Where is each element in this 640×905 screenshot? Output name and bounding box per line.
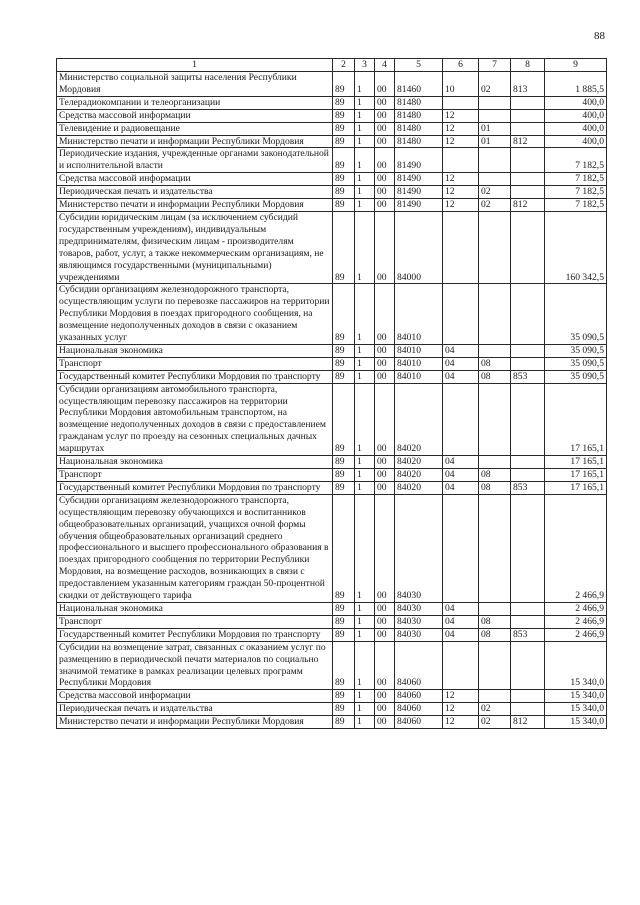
row-code [511, 357, 545, 370]
row-code: 1 [355, 481, 375, 494]
row-code: 89 [333, 690, 355, 703]
row-code: 81480 [395, 135, 443, 148]
row-code: 02 [479, 199, 511, 212]
row-amount: 17 165,1 [545, 383, 607, 455]
row-code: 84000 [395, 211, 443, 283]
header-cell: 1 [57, 59, 333, 72]
row-code: 04 [443, 357, 479, 370]
row-code: 12 [443, 716, 479, 729]
table-row [57, 135, 607, 148]
table-row [57, 481, 607, 494]
row-name: Транспорт [57, 357, 333, 370]
row-name: Периодическая печать и издательства [57, 186, 333, 199]
table-row [57, 173, 607, 186]
table-row [57, 186, 607, 199]
row-code: 853 [511, 628, 545, 641]
row-code: 04 [443, 615, 479, 628]
row-code: 1 [355, 703, 375, 716]
row-code: 04 [443, 370, 479, 383]
row-code [443, 284, 479, 345]
row-code: 00 [375, 284, 395, 345]
row-code: 1 [355, 122, 375, 135]
row-code: 89 [333, 456, 355, 469]
row-code: 12 [443, 135, 479, 148]
row-code: 00 [375, 703, 395, 716]
table-row [57, 703, 607, 716]
row-code [511, 641, 545, 690]
table-row [57, 615, 607, 628]
row-code: 81490 [395, 186, 443, 199]
row-code: 1 [355, 690, 375, 703]
row-code [511, 284, 545, 345]
row-code: 02 [479, 72, 511, 97]
row-code: 1 [355, 344, 375, 357]
row-code: 00 [375, 615, 395, 628]
row-amount: 15 340,0 [545, 641, 607, 690]
row-code: 89 [333, 481, 355, 494]
row-code: 00 [375, 456, 395, 469]
row-name: Государственный комитет Республики Мордовия по транспорту [57, 370, 333, 383]
row-code: 00 [375, 481, 395, 494]
row-code: 1 [355, 357, 375, 370]
row-code: 00 [375, 109, 395, 122]
row-code: 1 [355, 211, 375, 283]
row-name: Субсидии юридическим лицам (за исключением субсидий государственным учреждениям), индивидуальным предпринимателям, физическим лицам - производителям товаров, работ, услуг, а также некоммерческим организациям, не являющимся государственными (муниципальными) учреждениями [57, 211, 333, 283]
row-code: 04 [443, 344, 479, 357]
row-code: 89 [333, 383, 355, 455]
row-code [479, 211, 511, 283]
row-name: Телерадиокомпании и телеорганизации [57, 96, 333, 109]
row-name: Национальная экономика [57, 456, 333, 469]
row-code [479, 602, 511, 615]
row-name: Министерство печати и информации Республики Мордовия [57, 199, 333, 212]
row-amount: 35 090,5 [545, 357, 607, 370]
row-code: 84010 [395, 370, 443, 383]
row-code: 89 [333, 628, 355, 641]
row-code: 00 [375, 199, 395, 212]
row-amount: 400,0 [545, 109, 607, 122]
row-code: 89 [333, 96, 355, 109]
row-code: 1 [355, 173, 375, 186]
row-code: 89 [333, 148, 355, 173]
row-name: Периодическая печать и издательства [57, 703, 333, 716]
row-code: 84010 [395, 344, 443, 357]
table-row [57, 72, 607, 97]
row-amount: 35 090,5 [545, 284, 607, 345]
row-code: 08 [479, 357, 511, 370]
row-code [479, 690, 511, 703]
row-code: 1 [355, 135, 375, 148]
table-row [57, 469, 607, 482]
row-code: 00 [375, 173, 395, 186]
row-code: 89 [333, 357, 355, 370]
row-code [443, 96, 479, 109]
row-code: 89 [333, 641, 355, 690]
row-code: 813 [511, 72, 545, 97]
row-code: 81490 [395, 199, 443, 212]
row-code: 1 [355, 494, 375, 602]
row-amount: 15 340,0 [545, 716, 607, 729]
row-code: 00 [375, 602, 395, 615]
row-name: Национальная экономика [57, 602, 333, 615]
row-name: Периодические издания, учрежденные органами законодательной и исполнительной власти [57, 148, 333, 173]
header-cell: 2 [333, 59, 355, 72]
row-code: 00 [375, 344, 395, 357]
row-name: Транспорт [57, 469, 333, 482]
row-code: 00 [375, 122, 395, 135]
row-code: 1 [355, 469, 375, 482]
row-name: Субсидии организациям железнодорожного транспорта, осуществляющим услуги по перевозке пассажиров на территории Республики Мордовия в поездах пригородного сообщения, на возмещение недополученных доходов в связи с оказанием указанных услуг [57, 284, 333, 345]
row-code: 84010 [395, 284, 443, 345]
row-code: 1 [355, 716, 375, 729]
row-name: Национальная экономика [57, 344, 333, 357]
row-code: 1 [355, 456, 375, 469]
row-code: 04 [443, 456, 479, 469]
row-code [511, 109, 545, 122]
row-code: 02 [479, 716, 511, 729]
row-code: 08 [479, 469, 511, 482]
row-name: Субсидии организациям железнодорожного транспорта, осуществляющим перевозку обучающихся и воспитанников общеобразовательных организаций, учащихся очной формы обучения общеобразовательных организаций среднего профессионального и высшего профессионального образования в поездах пригородного сообщения по территории Республики Мордовия, на возмещение расходов, возникающих в связи с предоставлением указанным категориям граждан 50-процентной скидки от действующего тарифа [57, 494, 333, 602]
header-cell: 9 [545, 59, 607, 72]
header-cell: 6 [443, 59, 479, 72]
row-code [511, 211, 545, 283]
row-code: 1 [355, 148, 375, 173]
row-code: 02 [479, 703, 511, 716]
row-code [479, 96, 511, 109]
row-code [511, 615, 545, 628]
row-code [479, 173, 511, 186]
row-code [443, 494, 479, 602]
row-code: 84030 [395, 602, 443, 615]
table-row [57, 370, 607, 383]
header-cell: 4 [375, 59, 395, 72]
row-code: 84020 [395, 481, 443, 494]
row-code: 89 [333, 199, 355, 212]
row-amount: 2 466,9 [545, 615, 607, 628]
row-code [479, 641, 511, 690]
row-code [479, 148, 511, 173]
table-row [57, 357, 607, 370]
header-cell: 5 [395, 59, 443, 72]
row-code: 89 [333, 173, 355, 186]
header-cell: 8 [511, 59, 545, 72]
row-code: 84020 [395, 383, 443, 455]
table-row [57, 284, 607, 345]
row-code: 00 [375, 641, 395, 690]
row-code: 81460 [395, 72, 443, 97]
table-row [57, 122, 607, 135]
row-code: 00 [375, 186, 395, 199]
page-number: 88 [594, 30, 605, 42]
row-amount: 2 466,9 [545, 494, 607, 602]
row-amount: 7 182,5 [545, 173, 607, 186]
row-code: 00 [375, 383, 395, 455]
row-code: 00 [375, 72, 395, 97]
row-code [479, 383, 511, 455]
table-row [57, 456, 607, 469]
row-code: 89 [333, 703, 355, 716]
row-code [511, 344, 545, 357]
row-amount: 2 466,9 [545, 628, 607, 641]
row-name: Государственный комитет Республики Мордовия по транспорту [57, 481, 333, 494]
row-code [511, 186, 545, 199]
row-code: 1 [355, 641, 375, 690]
row-code: 00 [375, 357, 395, 370]
row-code: 10 [443, 72, 479, 97]
table-row [57, 199, 607, 212]
row-code: 01 [479, 135, 511, 148]
row-code: 04 [443, 602, 479, 615]
table-row [57, 602, 607, 615]
row-name: Субсидии на возмещение затрат, связанных с оказанием услуг по размещению в периодической печати материалов по социально значимой тематике в рамках реализации целевых программ Республики Мордовия [57, 641, 333, 690]
row-amount: 35 090,5 [545, 370, 607, 383]
row-code [511, 494, 545, 602]
row-code: 04 [443, 469, 479, 482]
row-code: 89 [333, 370, 355, 383]
row-amount: 2 466,9 [545, 602, 607, 615]
row-code [511, 690, 545, 703]
table-row [57, 716, 607, 729]
row-code: 1 [355, 109, 375, 122]
row-code: 12 [443, 690, 479, 703]
row-code: 84030 [395, 615, 443, 628]
table-row [57, 494, 607, 602]
row-code: 12 [443, 173, 479, 186]
row-code: 1 [355, 186, 375, 199]
table-row [57, 628, 607, 641]
row-amount: 7 182,5 [545, 148, 607, 173]
table-row [57, 148, 607, 173]
row-code: 12 [443, 703, 479, 716]
row-code: 1 [355, 370, 375, 383]
table-row [57, 641, 607, 690]
row-code [511, 96, 545, 109]
row-code [479, 109, 511, 122]
row-code [443, 383, 479, 455]
row-code: 12 [443, 109, 479, 122]
row-code: 1 [355, 72, 375, 97]
row-code: 89 [333, 284, 355, 345]
row-amount: 17 165,1 [545, 456, 607, 469]
row-amount: 17 165,1 [545, 481, 607, 494]
row-code: 89 [333, 716, 355, 729]
row-code [511, 456, 545, 469]
row-code: 08 [479, 370, 511, 383]
table-row [57, 690, 607, 703]
table-row [57, 344, 607, 357]
row-code: 89 [333, 135, 355, 148]
row-code: 02 [479, 186, 511, 199]
row-code: 00 [375, 469, 395, 482]
row-code: 81480 [395, 96, 443, 109]
row-code: 00 [375, 211, 395, 283]
row-amount: 400,0 [545, 96, 607, 109]
row-code: 812 [511, 135, 545, 148]
row-amount: 1 885,5 [545, 72, 607, 97]
row-code: 81490 [395, 148, 443, 173]
budget-table [56, 58, 607, 729]
table-row [57, 383, 607, 455]
row-name: Средства массовой информации [57, 109, 333, 122]
row-code: 08 [479, 628, 511, 641]
row-amount: 160 342,5 [545, 211, 607, 283]
row-name: Средства массовой информации [57, 173, 333, 186]
row-code: 00 [375, 135, 395, 148]
row-code: 00 [375, 96, 395, 109]
row-code: 1 [355, 602, 375, 615]
row-code [511, 383, 545, 455]
row-code [511, 703, 545, 716]
row-code: 84010 [395, 357, 443, 370]
row-code: 84030 [395, 628, 443, 641]
row-code [479, 456, 511, 469]
row-amount: 400,0 [545, 135, 607, 148]
header-cell: 7 [479, 59, 511, 72]
row-code [511, 122, 545, 135]
row-code [479, 494, 511, 602]
row-code: 84060 [395, 690, 443, 703]
row-code: 81480 [395, 122, 443, 135]
row-name: Министерство печати и информации Республики Мордовия [57, 135, 333, 148]
table-row [57, 96, 607, 109]
table-row [57, 211, 607, 283]
row-amount: 7 182,5 [545, 199, 607, 212]
row-code: 00 [375, 628, 395, 641]
row-code: 89 [333, 344, 355, 357]
row-code: 1 [355, 383, 375, 455]
row-amount: 17 165,1 [545, 469, 607, 482]
row-name: Средства массовой информации [57, 690, 333, 703]
row-code: 89 [333, 109, 355, 122]
row-code [443, 211, 479, 283]
row-code: 84060 [395, 716, 443, 729]
row-name: Субсидии организациям автомобильного транспорта, осуществляющим перевозку пассажиров на территории Республики Мордовия автомобильным транспортом, на возмещение недополученных доходов в связи с предоставлением гражданам услуг по проезду на сезонных специальных дачных маршрутах [57, 383, 333, 455]
header-row [57, 59, 607, 72]
row-code: 84060 [395, 703, 443, 716]
row-name: Телевидение и радиовещание [57, 122, 333, 135]
row-code: 00 [375, 370, 395, 383]
row-code: 89 [333, 602, 355, 615]
row-code: 853 [511, 481, 545, 494]
row-code: 89 [333, 72, 355, 97]
row-amount: 15 340,0 [545, 703, 607, 716]
row-code: 84060 [395, 641, 443, 690]
row-code [443, 148, 479, 173]
row-name: Государственный комитет Республики Мордовия по транспорту [57, 628, 333, 641]
row-code: 89 [333, 615, 355, 628]
row-code: 853 [511, 370, 545, 383]
row-code: 01 [479, 122, 511, 135]
row-code [511, 602, 545, 615]
row-code: 89 [333, 469, 355, 482]
row-code: 08 [479, 481, 511, 494]
header-cell: 3 [355, 59, 375, 72]
row-code [511, 173, 545, 186]
row-code: 89 [333, 186, 355, 199]
row-code: 81490 [395, 173, 443, 186]
row-code: 81480 [395, 109, 443, 122]
row-code: 84030 [395, 494, 443, 602]
row-code [479, 344, 511, 357]
table-row [57, 109, 607, 122]
row-code: 1 [355, 284, 375, 345]
row-code: 04 [443, 628, 479, 641]
row-name: Министерство социальной защиты населения Республики Мордовия [57, 72, 333, 97]
row-amount: 35 090,5 [545, 344, 607, 357]
row-name: Министерство печати и информации Республики Мордовия [57, 716, 333, 729]
row-code: 89 [333, 494, 355, 602]
row-code: 84020 [395, 456, 443, 469]
row-code: 1 [355, 628, 375, 641]
row-code: 1 [355, 199, 375, 212]
row-code: 00 [375, 690, 395, 703]
row-code: 89 [333, 211, 355, 283]
row-code: 08 [479, 615, 511, 628]
row-code: 00 [375, 716, 395, 729]
row-code [479, 284, 511, 345]
row-code: 00 [375, 148, 395, 173]
row-code: 12 [443, 186, 479, 199]
row-code [511, 469, 545, 482]
row-code [511, 148, 545, 173]
row-code [443, 641, 479, 690]
row-amount: 7 182,5 [545, 186, 607, 199]
row-code: 1 [355, 96, 375, 109]
row-code: 89 [333, 122, 355, 135]
row-name: Транспорт [57, 615, 333, 628]
row-code: 04 [443, 481, 479, 494]
row-code: 00 [375, 494, 395, 602]
row-code: 84020 [395, 469, 443, 482]
row-code: 12 [443, 122, 479, 135]
row-code: 812 [511, 199, 545, 212]
row-amount: 400,0 [545, 122, 607, 135]
row-code: 812 [511, 716, 545, 729]
row-code: 1 [355, 615, 375, 628]
row-code: 12 [443, 199, 479, 212]
row-amount: 15 340,0 [545, 690, 607, 703]
